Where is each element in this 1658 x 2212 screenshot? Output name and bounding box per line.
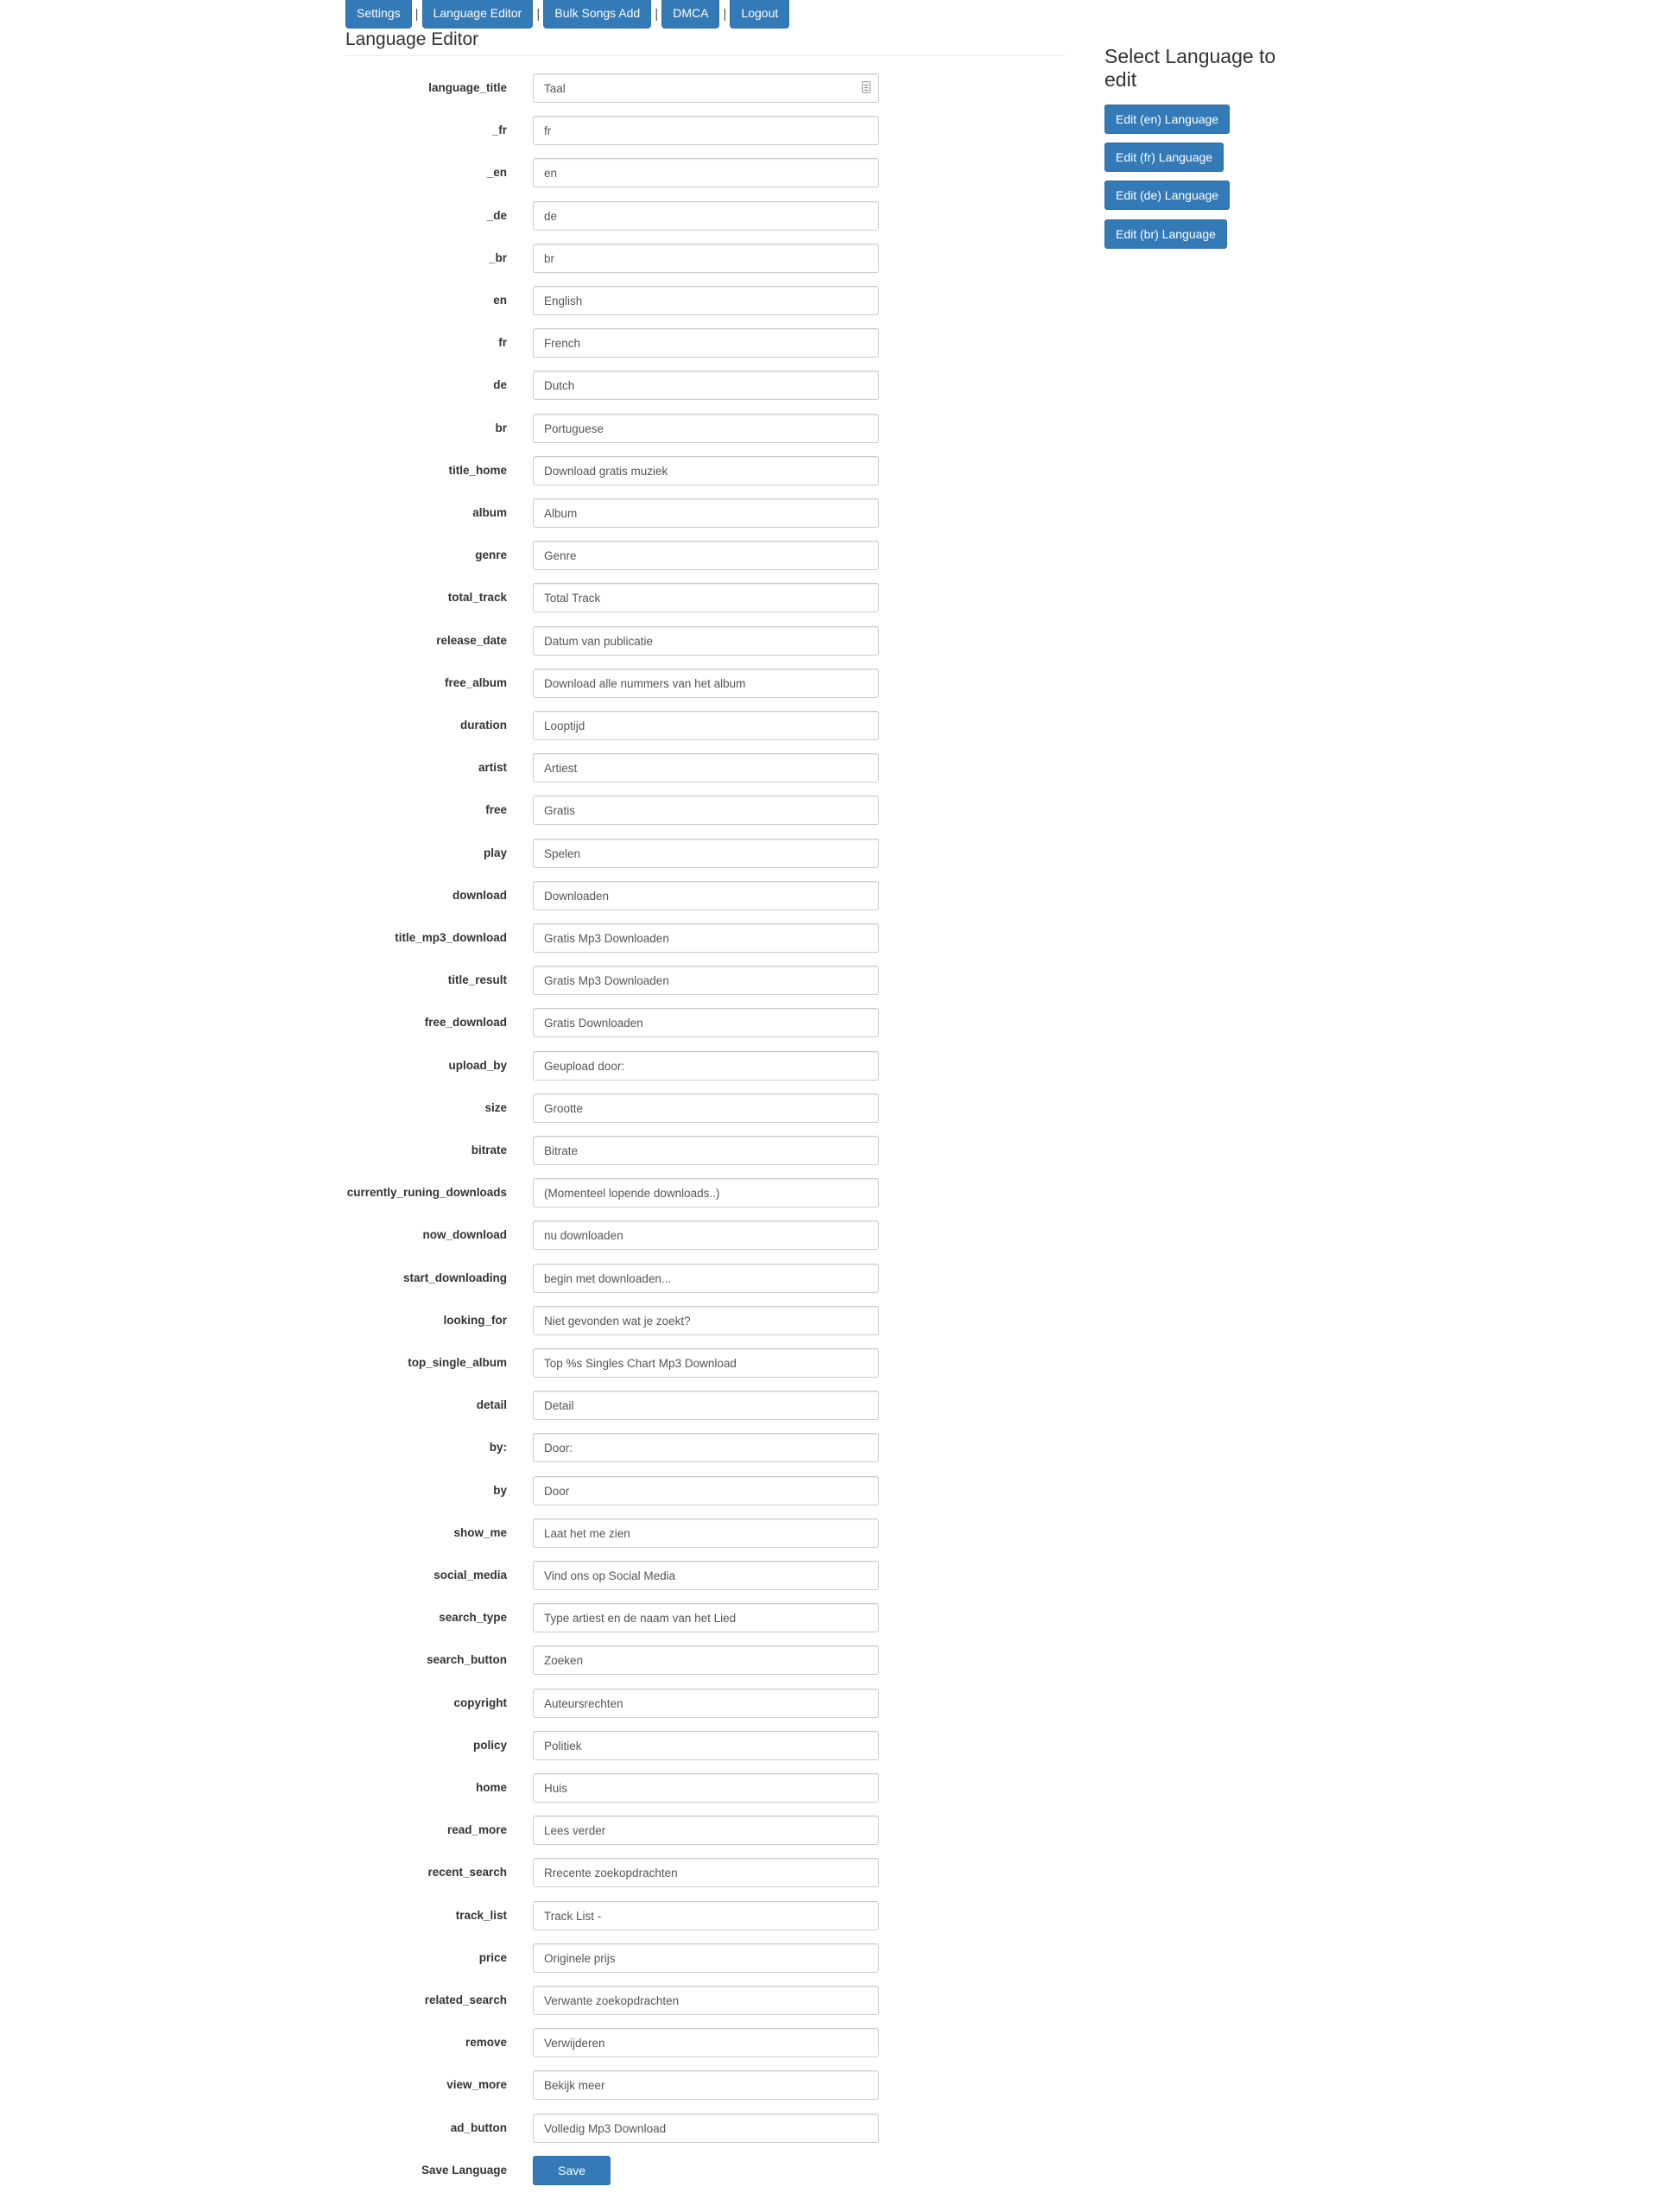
field-label: free_album — [444, 676, 507, 689]
field-input[interactable] — [533, 371, 879, 400]
field-label: bitrate — [471, 1144, 507, 1157]
save-label: Save Language — [421, 2164, 507, 2177]
field-input[interactable] — [533, 498, 879, 528]
field-input[interactable] — [533, 201, 879, 231]
nav-settings-button[interactable]: Settings — [345, 0, 412, 29]
field-label: free_download — [424, 1016, 507, 1029]
field-input[interactable] — [533, 414, 879, 443]
field-input[interactable] — [533, 2028, 879, 2057]
field-input[interactable] — [533, 1178, 879, 1207]
field-label: _br — [488, 251, 507, 264]
field-label: by — [493, 1484, 507, 1497]
field-input[interactable] — [533, 711, 879, 740]
field-label: play — [483, 846, 507, 859]
field-input[interactable] — [533, 158, 879, 187]
edit-de-language-button[interactable]: Edit (de) Language — [1104, 181, 1230, 210]
field-label: search_type — [439, 1611, 507, 1624]
field-label: release_date — [436, 634, 507, 647]
field-input[interactable] — [533, 1645, 879, 1675]
field-label: language_title — [428, 81, 507, 94]
field-input[interactable] — [533, 1051, 879, 1081]
keyboard-icon[interactable] — [862, 81, 870, 93]
field-label: policy — [472, 1739, 507, 1752]
field-input[interactable] — [533, 2114, 879, 2143]
field-input[interactable] — [533, 541, 879, 570]
field-input[interactable] — [533, 1433, 879, 1462]
field-label: remove — [465, 2036, 507, 2049]
field-label: upload_by — [448, 1059, 507, 1072]
field-input[interactable] — [533, 795, 879, 825]
field-input[interactable] — [533, 116, 879, 145]
field-input[interactable] — [533, 1518, 879, 1548]
field-input[interactable] — [533, 1306, 879, 1335]
field-input[interactable] — [533, 839, 879, 868]
field-label: de — [493, 378, 507, 391]
nav-separator: | — [536, 6, 541, 22]
field-input[interactable] — [533, 328, 879, 358]
select-language-title: Select Language to edit — [1104, 45, 1276, 91]
field-label: looking_for — [443, 1314, 507, 1327]
field-label: title_result — [447, 973, 507, 986]
field-label: recent_search — [427, 1866, 507, 1879]
field-input[interactable] — [533, 244, 879, 273]
field-input[interactable] — [533, 1731, 879, 1760]
title-divider — [345, 55, 1066, 56]
field-input[interactable] — [533, 1689, 879, 1718]
edit-en-language-button[interactable]: Edit (en) Language — [1104, 105, 1230, 134]
field-label: currently_runing_downloads — [346, 1186, 507, 1199]
nav-bulk-songs-add-button[interactable]: Bulk Songs Add — [543, 0, 651, 29]
edit-br-language-button[interactable]: Edit (br) Language — [1104, 219, 1227, 249]
field-input[interactable] — [533, 1391, 879, 1420]
field-input[interactable] — [533, 1816, 879, 1845]
field-input[interactable] — [533, 669, 879, 698]
field-label: track_list — [455, 1909, 507, 1922]
field-label: ad_button — [450, 2121, 507, 2134]
field-label: album — [472, 506, 507, 519]
field-label: size — [484, 1101, 507, 1114]
field-label: free — [485, 803, 507, 816]
field-input[interactable] — [533, 1943, 879, 1973]
field-input[interactable] — [533, 1264, 879, 1293]
field-input[interactable] — [533, 1476, 879, 1505]
field-input[interactable] — [533, 1603, 879, 1632]
save-language-button[interactable]: Save Language — [533, 2156, 611, 2185]
field-input[interactable] — [533, 1986, 879, 2015]
field-input[interactable] — [533, 753, 879, 783]
field-label: _de — [486, 209, 507, 222]
nav-separator: | — [723, 6, 727, 22]
field-label: _en — [486, 166, 507, 179]
field-input[interactable] — [533, 583, 879, 612]
field-label: total_track — [447, 591, 507, 604]
field-label: download — [452, 889, 507, 902]
field-input[interactable] — [533, 923, 879, 953]
field-label: home — [475, 1781, 507, 1794]
field-input[interactable] — [533, 456, 879, 485]
field-label: artist — [478, 761, 507, 774]
field-input[interactable] — [533, 1093, 879, 1123]
field-label: top_single_album — [408, 1356, 507, 1369]
field-input[interactable] — [533, 1136, 879, 1165]
field-label: fr — [498, 336, 507, 349]
field-input[interactable] — [533, 1220, 879, 1250]
field-label: price — [478, 1951, 507, 1964]
nav-dmca-button[interactable]: DMCA — [661, 0, 719, 29]
field-input[interactable] — [533, 286, 879, 315]
field-input[interactable] — [533, 1901, 879, 1930]
nav-separator: | — [655, 6, 659, 22]
field-label: search_button — [426, 1653, 507, 1666]
field-input[interactable] — [533, 1348, 879, 1378]
field-label: title_home — [448, 464, 507, 477]
field-label: start_downloading — [402, 1271, 507, 1284]
field-label: social_media — [433, 1569, 507, 1581]
field-input[interactable] — [533, 1773, 879, 1803]
field-input[interactable] — [533, 1858, 879, 1887]
field-input[interactable] — [533, 626, 879, 656]
field-input[interactable] — [533, 73, 879, 103]
top-nav — [345, 0, 789, 28]
page-title: Language Editor — [345, 29, 479, 49]
nav-language-editor-button[interactable]: Language Editor — [422, 0, 534, 29]
field-input[interactable] — [533, 1008, 879, 1037]
field-input[interactable] — [533, 2070, 879, 2100]
nav-separator: | — [414, 6, 419, 22]
field-label: show_me — [453, 1526, 507, 1539]
field-label: _fr — [491, 124, 507, 136]
field-label: genre — [475, 548, 507, 561]
field-input[interactable] — [533, 881, 879, 910]
field-input[interactable] — [533, 966, 879, 995]
field-label: view_more — [446, 2078, 507, 2091]
field-label: related_search — [424, 1993, 507, 2006]
field-label: now_download — [422, 1228, 507, 1241]
field-label: detail — [476, 1398, 507, 1411]
field-label: en — [493, 294, 507, 307]
field-label: read_more — [446, 1823, 507, 1836]
field-label: by: — [489, 1441, 507, 1454]
field-input[interactable] — [533, 1561, 879, 1590]
field-label: title_mp3_download — [395, 931, 507, 944]
edit-fr-language-button[interactable]: Edit (fr) Language — [1104, 143, 1224, 172]
field-label: br — [495, 421, 507, 434]
field-label: copyright — [453, 1696, 507, 1709]
nav-logout-button[interactable]: Logout — [730, 0, 789, 29]
field-label: duration — [460, 719, 507, 732]
